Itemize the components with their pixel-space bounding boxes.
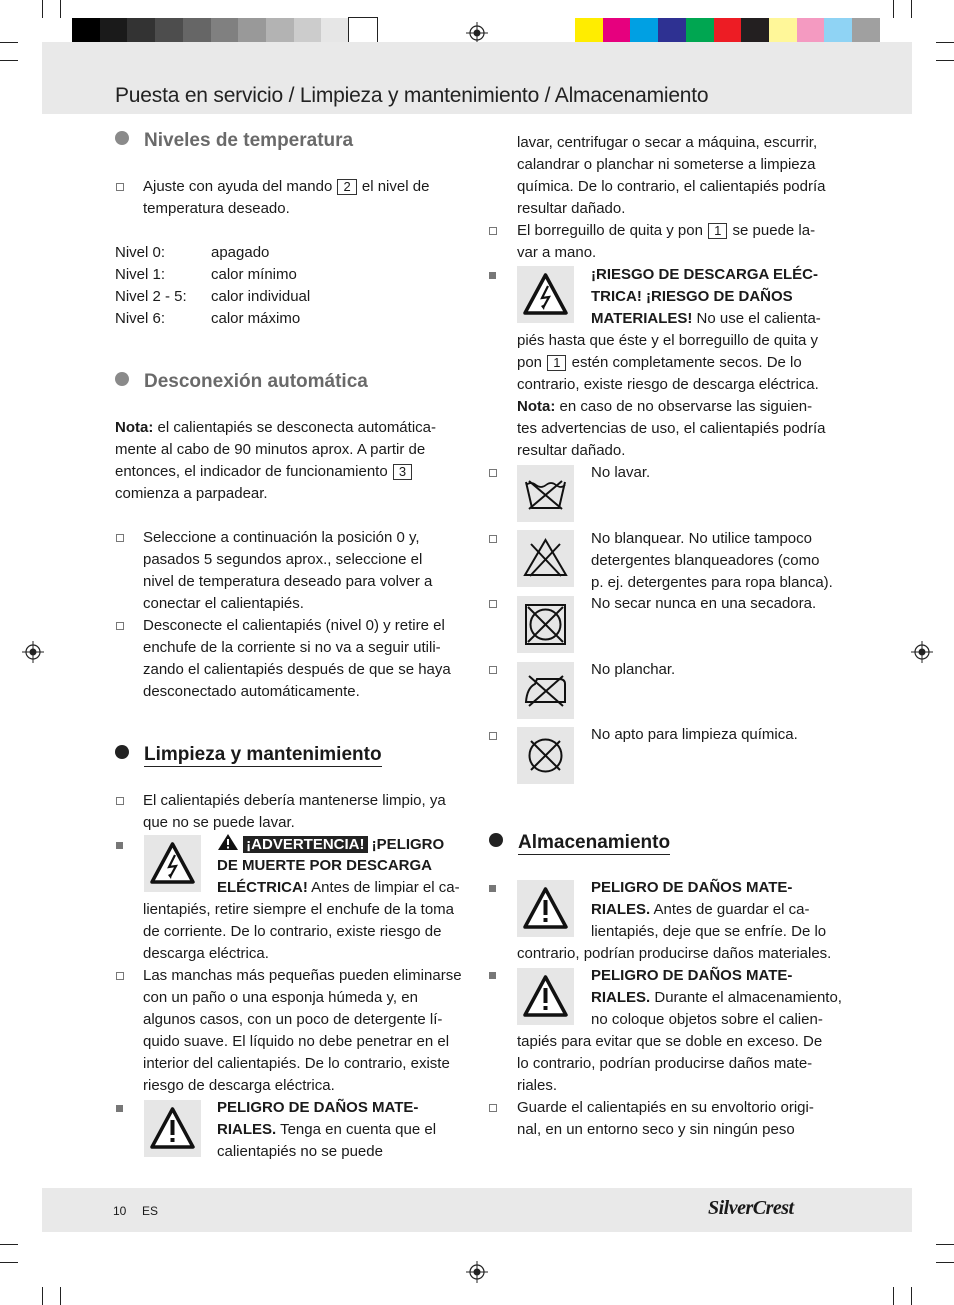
warning-bullet-icon: [489, 272, 496, 279]
step-bullet-icon: [116, 183, 124, 191]
warning-text: MATERIALES! No use el calienta-: [591, 310, 821, 327]
brand-logo: SilverCrest: [708, 1197, 794, 1219]
warning-text: tapiés para evitar que se doble en exceso. De: [517, 1033, 823, 1050]
heading-limpieza: Limpieza y mantenimiento: [115, 743, 382, 767]
step-text: interior del calientapiés. De lo contrario, existe: [143, 1055, 450, 1072]
no-bleach-icon: [517, 530, 574, 587]
warning-text: TRICA! ¡RIESGO DE DAÑOS: [591, 288, 793, 305]
no-iron-icon: [517, 662, 574, 719]
warning-bullet-icon: [116, 842, 123, 849]
warning-text: riales.: [517, 1077, 558, 1094]
step-text: El calientapiés debería mantenerse limpio, ya: [143, 792, 446, 809]
heading-bullet-icon: [489, 833, 503, 847]
warning-text: descarga eléctrica.: [143, 945, 269, 962]
crop-mark: [936, 1262, 954, 1263]
step-text: conectar el calientapiés.: [143, 595, 304, 612]
step-bullet-icon: [489, 469, 497, 477]
warning-text: RIALES. Durante el almacenamiento,: [591, 989, 842, 1006]
step-text: nivel de temperatura deseado para volver a: [143, 573, 433, 590]
step-text: zando el calientapiés después de que se haya: [143, 661, 451, 678]
warning-text: RIALES. Antes de guardar el ca-: [591, 901, 810, 918]
step-text: Ajuste con ayuda del mando 2 el nivel de: [143, 178, 430, 195]
level-name: Nivel 6:: [115, 310, 166, 327]
crop-mark: [911, 0, 912, 18]
body-text: química. De lo contrario, el calientapiés podría: [517, 178, 826, 195]
step-bullet-icon: [116, 622, 124, 630]
general-warning-icon: [517, 880, 574, 937]
registration-mark-icon: [466, 22, 488, 44]
no-tumble-dry-icon: [517, 596, 574, 653]
page-title: Puesta en servicio / Limpieza y mantenimiento / Almacenamiento: [115, 84, 709, 107]
crop-mark: [42, 1287, 43, 1305]
step-text: enchufe de la corriente si no va a seguir utili-: [143, 639, 441, 656]
general-warning-icon: [144, 1100, 201, 1157]
heading-niveles: Niveles de temperatura: [115, 129, 353, 153]
warning-triangle-icon: [217, 833, 239, 851]
step-text: temperatura deseado.: [143, 200, 290, 217]
level-name: Nivel 0:: [115, 244, 166, 261]
heading-almacenamiento: Almacenamiento: [489, 831, 670, 855]
warning-bullet-icon: [489, 885, 496, 892]
registration-mark-icon: [466, 1261, 488, 1283]
crop-mark: [893, 0, 894, 18]
electric-shock-warning-icon: [517, 266, 574, 323]
electric-shock-warning-icon: [144, 835, 201, 892]
body-text: resultar dañado.: [517, 200, 626, 217]
warning-text: ELÉCTRICA! Antes de limpiar el ca-: [217, 879, 460, 896]
warning-text: lo contrario, podrían producirse daños mate-: [517, 1055, 813, 1072]
step-text: El borreguillo de quita y pon 1 se puede la-: [517, 222, 816, 239]
crop-mark: [0, 1244, 18, 1245]
step-text: con un paño o una esponja húmeda y, en: [143, 989, 418, 1006]
care-text: No secar nunca en una secadora.: [591, 595, 817, 612]
warning-text: de corriente. De lo contrario, existe riesgo de: [143, 923, 442, 940]
note-text: comienza a parpadear.: [115, 485, 268, 502]
note-text: Nota: en caso de no observarse las siguien-: [517, 398, 813, 415]
warning-bullet-icon: [489, 972, 496, 979]
warning-text: pon 1 estén completamente secos. De lo: [517, 354, 802, 371]
step-bullet-icon: [116, 972, 124, 980]
step-bullet-icon: [489, 535, 497, 543]
crop-mark: [60, 0, 61, 18]
warning-text: PELIGRO DE DAÑOS MATE-: [591, 967, 793, 984]
page-number: 10: [113, 1204, 127, 1218]
crop-mark: [911, 1287, 912, 1305]
crop-mark: [936, 60, 954, 61]
warning-text: RIALES. Tenga en cuenta que el: [217, 1121, 437, 1138]
note-text: entonces, el indicador de funcionamiento 3: [115, 461, 413, 483]
warning-text: lientapiés, retire siempre el enchufe de la toma: [143, 901, 455, 918]
care-text: p. ej. detergentes para ropa blanca).: [591, 574, 833, 591]
care-text: No apto para limpieza química.: [591, 726, 798, 743]
care-text: No planchar.: [591, 661, 676, 678]
step-text: quido suave. El líquido no debe penetrar en el: [143, 1033, 450, 1050]
level-value: calor máximo: [211, 310, 301, 327]
warning-text: DE MUERTE POR DESCARGA: [217, 857, 433, 874]
heading-bullet-icon: [115, 131, 129, 145]
warning-text: PELIGRO DE DAÑOS MATE-: [591, 879, 793, 896]
level-name: Nivel 2 - 5:: [115, 288, 187, 305]
level-value: calor mínimo: [211, 266, 297, 283]
heading-bullet-icon: [115, 372, 129, 386]
note-text: Nota: el calientapiés se desconecta automática-: [115, 419, 436, 436]
step-bullet-icon: [489, 666, 497, 674]
body-text: lavar, centrifugar o secar a máquina, escurrir,: [517, 134, 818, 151]
crop-mark: [0, 42, 18, 43]
step-text: nal, en un entorno seco y sin ningún peso: [517, 1121, 795, 1138]
body-text: calandrar o planchar ni someterse a limpieza: [517, 156, 816, 173]
note-text: tes advertencias de uso, el calientapiés podría: [517, 420, 826, 437]
step-text: var a mano.: [517, 244, 597, 261]
warning-text: contrario, existe riesgo de descarga eléctrica.: [517, 376, 819, 393]
step-text: Seleccione a continuación la posición 0 y,: [143, 529, 420, 546]
warning-text: piés hasta que éste y el borreguillo de quita y: [517, 332, 819, 349]
crop-mark: [60, 1287, 61, 1305]
step-text: algunos casos, con un poco de detergente lí-: [143, 1011, 443, 1028]
warning-text: calientapiés no se puede: [217, 1143, 383, 1160]
warning-text: ¡RIESGO DE DESCARGA ELÉC-: [591, 266, 818, 283]
step-text: pasados 5 segundos aprox., seleccione el: [143, 551, 423, 568]
registration-mark-icon: [911, 641, 933, 663]
step-text: desconectado automáticamente.: [143, 683, 360, 700]
heading-bullet-icon: [115, 745, 129, 759]
crop-mark: [42, 0, 43, 18]
note-text: resultar dañado.: [517, 442, 626, 459]
note-text: mente al cabo de 90 minutos aprox. A partir de: [115, 441, 426, 458]
registration-mark-icon: [22, 641, 44, 663]
step-bullet-icon: [116, 534, 124, 542]
level-name: Nivel 1:: [115, 266, 166, 283]
level-value: apagado: [211, 244, 270, 261]
heading-desconexion: Desconexión automática: [115, 370, 368, 394]
care-text: No lavar.: [591, 464, 651, 481]
care-text: No blanquear. No utilice tampoco: [591, 530, 812, 547]
crop-mark: [936, 1244, 954, 1245]
no-dry-clean-icon: [517, 727, 574, 784]
step-text: que no se puede lavar.: [143, 814, 295, 831]
level-value: calor individual: [211, 288, 311, 305]
no-wash-icon: [517, 465, 574, 522]
step-bullet-icon: [489, 732, 497, 740]
step-text: riesgo de descarga eléctrica.: [143, 1077, 335, 1094]
step-bullet-icon: [489, 1104, 497, 1112]
step-bullet-icon: [489, 227, 497, 235]
step-text: Las manchas más pequeñas pueden eliminarse: [143, 967, 462, 984]
step-bullet-icon: [116, 797, 124, 805]
warning-bullet-icon: [116, 1105, 123, 1112]
warning-text: PELIGRO DE DAÑOS MATE-: [217, 1099, 419, 1116]
warning-text: ¡ADVERTENCIA! ¡PELIGRO: [217, 833, 444, 856]
crop-mark: [0, 60, 18, 61]
language-code: ES: [142, 1204, 159, 1218]
warning-text: no coloque objetos sobre el calien-: [591, 1011, 823, 1028]
general-warning-icon: [517, 968, 574, 1025]
step-text: Desconecte el calientapiés (nivel 0) y retire el: [143, 617, 445, 634]
step-text: Guarde el calientapiés en su envoltorio origi-: [517, 1099, 814, 1116]
crop-mark: [936, 42, 954, 43]
warning-text: lientapiés, deje que se enfríe. De lo: [591, 923, 827, 940]
crop-mark: [0, 1262, 18, 1263]
warning-text: contrario, podrían producirse daños materiales.: [517, 945, 832, 962]
care-text: detergentes blanqueadores (como: [591, 552, 820, 569]
crop-mark: [893, 1287, 894, 1305]
step-bullet-icon: [489, 600, 497, 608]
